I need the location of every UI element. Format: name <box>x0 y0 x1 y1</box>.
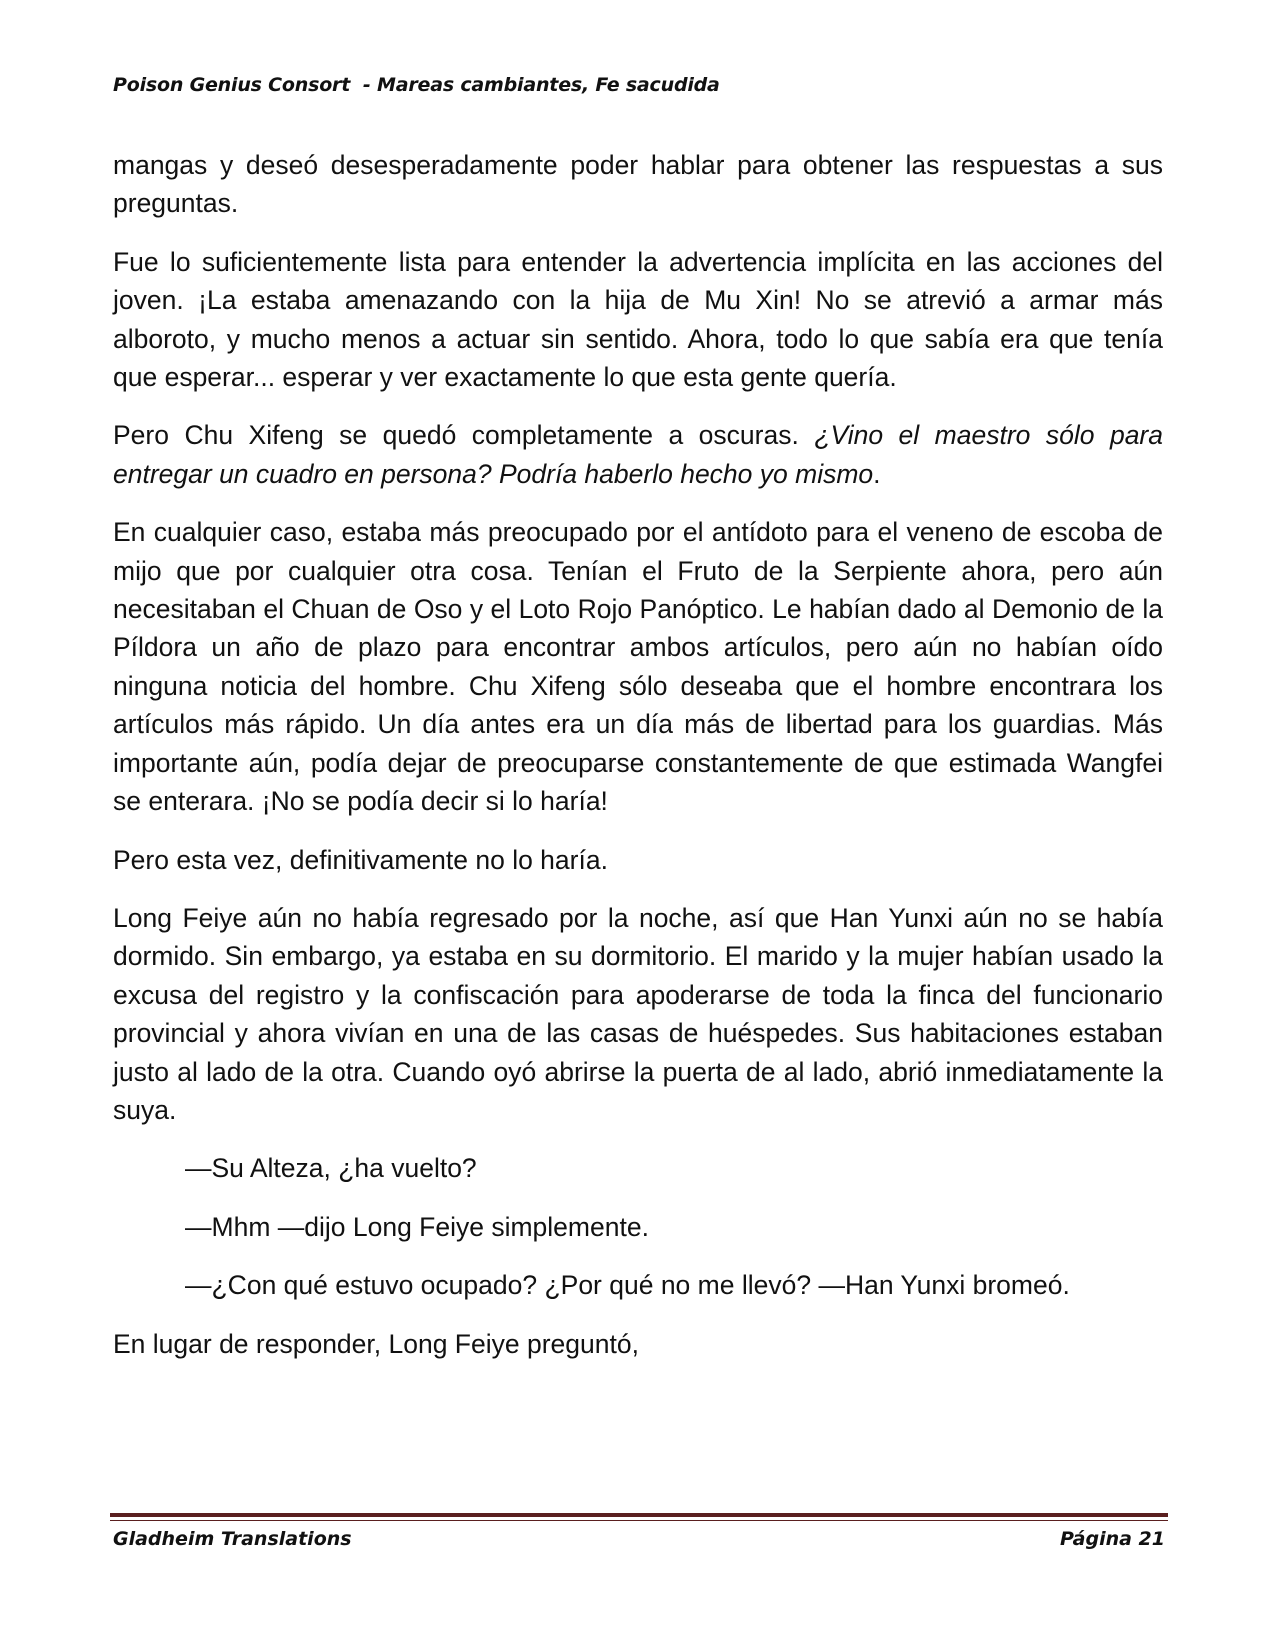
paragraph-5: Pero esta vez, definitivamente no lo haría. <box>113 844 608 875</box>
footer-rule-thin <box>110 1520 1168 1521</box>
dialogue-line-1: —Su Alteza, ¿ha vuelto? <box>185 1153 477 1184</box>
footer-translator: Gladheim Translations <box>113 1528 352 1550</box>
dialogue-line-3: —¿Con qué estuvo ocupado? ¿Por qué no me llevó? —Han Yunxi bromeó. <box>185 1270 1070 1301</box>
footer-rule <box>110 1513 1168 1517</box>
paragraph-3 <box>113 416 1163 493</box>
paragraph-1: mangas y deseó desesperadamente poder hablar para obtener las respuestas a sus preguntas. <box>113 150 1163 219</box>
dialogue-line-2: —Mhm —dijo Long Feiye simplemente. <box>185 1211 649 1242</box>
paragraph-7: En lugar de responder, Long Feiye preguntó, <box>113 1328 639 1359</box>
paragraph-2: Fue lo suficientemente lista para entender la advertencia implícita en las acciones del joven. ¡La estaba amenazando con la hija de Mu Xin! No se atrevió a armar más alboroto, y mucho menos a actuar sin sentido. Ahora, todo lo que sabía era que tenía que esperar... esperar y ver exactamente lo que esta gente quería. <box>113 246 1163 393</box>
paragraph-3-end: . <box>873 458 881 489</box>
paragraph-4: En cualquier caso, estaba más preocupado por el antídoto para el veneno de escoba de mijo que por cualquier otra cosa. Tenían el Fruto de la Serpiente ahora, pero aún necesitaban el Chuan de Oso y el Loto Rojo Panóptico. Le habían dado al Demonio de la Píldora un año de plazo para encontrar ambos artículos, pero aún no habían oído ninguna noticia del hombre. Chu Xifeng sólo deseaba que el hombre encontrara los artículos más rápido. Un día antes era un día más de libertad para los guardias. Más importante aún, podía dejar de preocuparse constantemente de que estimada Wangfei se enterara. ¡No se podía decir si lo haría! <box>113 517 1163 817</box>
page-header: Poison Genius Consort - Mareas cambiantes, Fe sacudida <box>113 74 720 96</box>
paragraph-3-text: Pero Chu Xifeng se quedó completamente a oscuras. <box>113 420 815 451</box>
paragraph-6: Long Feiye aún no había regresado por la noche, así que Han Yunxi aún no se había dormido. Sin embargo, ya estaba en su dormitorio. El marido y la mujer habían usado la excusa del registro y la confiscación para apoderarse de toda la finca del funcionario provincial y ahora vivían en una de las casas de huéspedes. Sus habitaciones estaban justo al lado de la otra. Cuando oyó abrirse la puerta de al lado, abrió inmediatamente la suya. <box>113 902 1163 1125</box>
paragraph-3-italic-thought: ¿Vino el maestro sólo para entregar un cuadro en persona? Podría haberlo hecho yo mismo <box>113 420 1163 489</box>
footer-page-number: Página 21 <box>1059 1528 1165 1550</box>
document-body <box>113 146 1163 1383</box>
